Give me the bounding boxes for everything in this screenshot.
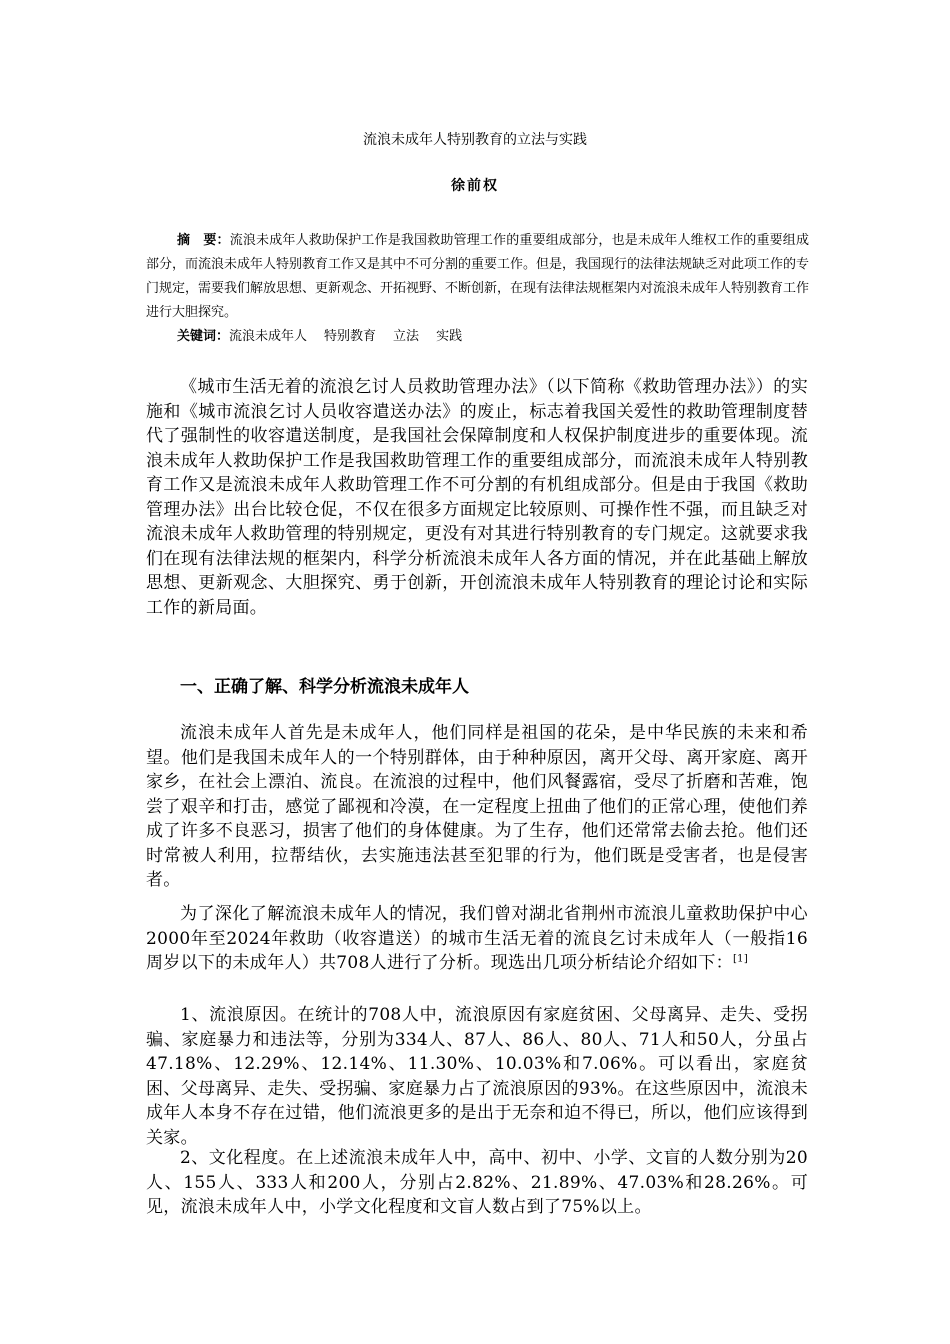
abstract-label: 摘 要： xyxy=(177,233,230,248)
body-paragraph-2 xyxy=(146,902,808,976)
intro-paragraph: 《城市生活无着的流浪乞讨人员救助管理办法》（以下简称《救助管理办法》）的实施和《城市流浪乞讨人员收容遣送办法》的废止，标志着我国关爱性的救助管理制度替代了强制性的收容遣送制度，是我国社会保障制度和人权保护制度进步的重要体现。流浪未成年人救助保护工作是我国救助管理工作的重要组成部分，而流浪未成年人特别教育工作又是流浪未成年人救助管理工作不可分割的有机组成部分。但是由于我国《救助管理办法》出台比较仓促，不仅在很多方面规定比较原则、可操作性不强，而且缺乏对流浪未成年人救助管理的特别规定，更没有对其进行特别教育的专门规定。这就要求我们在现有法律法规的框架内，科学分析流浪未成年人各方面的情况，并在此基础上解放思想、更新观念、大胆探究、勇于创新，开创流浪未成年人特别教育的理论讨论和实际工作的新局面。 xyxy=(146,377,808,618)
author-name: 徐前权 xyxy=(451,178,499,194)
body-paragraph-1: 流浪未成年人首先是未成年人，他们同样是祖国的花朵，是中华民族的未来和希望。他们是我国未成年人的一个特别群体，由于种种原因，离开父母、离开家庭、离开家乡，在社会上漂泊、流良。在流浪的过程中，他们风餐露宿，受尽了折磨和苦难，饱尝了艰辛和打击，感觉了鄙视和冷漠，在一定程度上扭曲了他们的正常心理，使他们养成了许多不良恶习，损害了他们的身体健康。为了生存，他们还常常去偷去抢。他们还时常被人利用，拉帮结伙，去实施违法甚至犯罪的行为，他们既是受害者，也是侵害者。 xyxy=(146,723,808,890)
abstract-text: 流浪未成年人救助保护工作是我国救助管理工作的重要组成部分，也是未成年人维权工作的重要组成部分，而流浪未成年人特别教育工作又是其中不可分割的重要工作。但是，我国现行的法律法规缺乏对此项工作的专门规定，需要我们解放思想、更新观念、开拓视野、不断创新，在现有法律法规框架内对流浪未成年人特别教育工作进行大胆探究。 xyxy=(146,233,810,320)
body-paragraph-3: 1、流浪原因。在统计的708人中，流浪原因有家庭贫困、父母离异、走失、受拐骗、家庭暴力和违法等，分别为334人、87人、86人、80人、71人和50人，分虽占47.18%、12.29%、12.14%、11.30%、10.03%和7.06%。可以看出，家庭贫困、父母离异、走失、受拐骗、家庭暴力占了流浪原因的93%。在这些原因中，流浪未成年人本身不存在过错，他们流浪更多的是出于无奈和迫不得已，所以，他们应该得到关家。 xyxy=(146,1005,808,1148)
keyword: 流浪未成年人 xyxy=(229,329,308,344)
body-paragraph-4: 2、文化程度。在上述流浪未成年人中，高中、初中、小学、文盲的人数分别为20人、155人、333人和200人，分别占2.82%、21.89%、47.03%和28.26%。可见，流浪未成年人中，小学文化程度和文盲人数占到了75%以上。 xyxy=(146,1148,808,1217)
paper-title: 流浪未成年人特别教育的立法与实践 xyxy=(363,132,587,148)
keywords xyxy=(177,328,479,346)
section-heading: 一、正确了解、科学分析流浪未成年人 xyxy=(180,677,469,697)
keywords-label: 关键词： xyxy=(177,329,230,344)
abstract xyxy=(146,229,809,325)
keyword: 立法 xyxy=(393,329,420,344)
keyword: 实践 xyxy=(436,329,463,344)
keyword: 特别教育 xyxy=(324,329,377,344)
footnote-reference[interactable]: [1] xyxy=(732,953,749,965)
body-paragraph-2-text: 为了深化了解流浪未成年人的情况，我们曾对湖北省荆州市流浪儿童救助保护中心2000年至2024年救助（收容遣送）的城市生活无着的流良乞讨未成年人（一般指16周岁以下的未成年人）共708人进行了分析。现选出几项分析结论介绍如下： xyxy=(146,904,808,973)
